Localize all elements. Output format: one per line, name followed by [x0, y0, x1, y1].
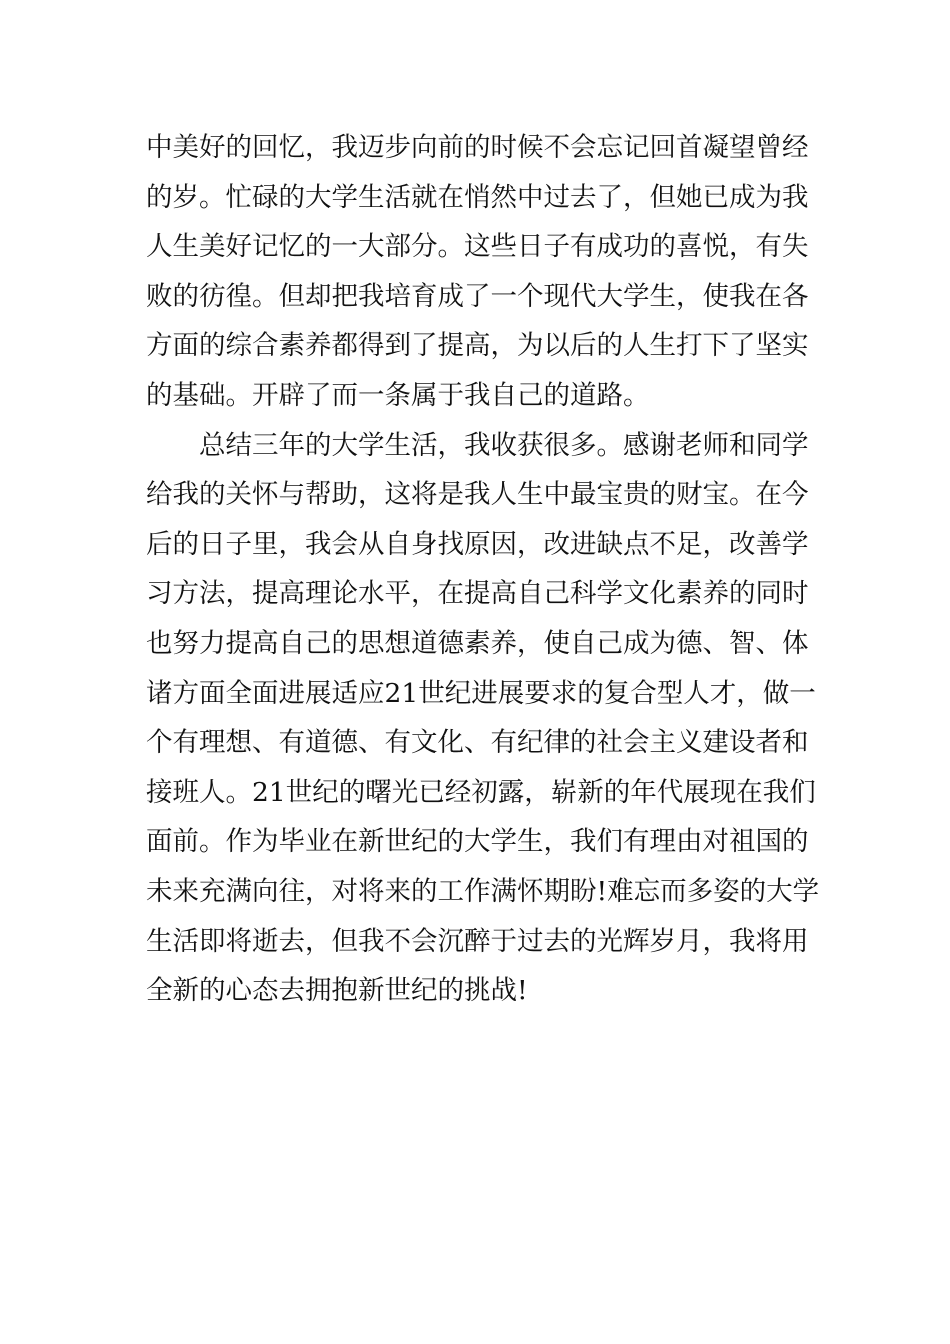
text-line: 个有理想、有道德、有文化、有纪律的社会主义建设者和 — [146, 727, 809, 759]
text-line: 方面的综合素养都得到了提高，为以后的人生打下了坚实 — [146, 330, 809, 362]
text-line: 生活即将逝去，但我不会沉醉于过去的光辉岁月，我将用 — [146, 925, 809, 957]
document-body — [146, 123, 820, 1016]
text-line: 接班人。21世纪的曙光已经初露，崭新的年代展现在我们 — [146, 776, 816, 808]
text-line: 未来充满向往，对将来的工作满怀期盼!难忘而多姿的大学 — [146, 875, 820, 907]
text-line: 的基础。开辟了而一条属于我自己的道路。 — [146, 379, 650, 411]
text-line: 给我的关怀与帮助，这将是我人生中最宝贵的财宝。在今 — [146, 479, 809, 511]
text-line: 诸方面全面进展适应21世纪进展要求的复合型人才，做一 — [146, 677, 816, 709]
text-line: 全新的心态去拥抱新世纪的挑战! — [146, 975, 528, 1007]
text-line: 后的日子里，我会从自身找原因，改进缺点不足，改善学 — [146, 528, 809, 560]
text-line: 面前。作为毕业在新世纪的大学生，我们有理由对祖国的 — [146, 826, 809, 858]
text-line: 中美好的回忆，我迈步向前的时候不会忘记回首凝望曾经 — [146, 132, 809, 163]
text-line: 习方法，提高理论水平，在提高自己科学文化素养的同时 — [146, 578, 809, 610]
text-line: 总结三年的大学生活，我收获很多。感谢老师和同学 — [146, 429, 809, 461]
text-line: 也努力提高自己的思想道德素养，使自己成为德、智、体 — [146, 627, 809, 659]
text-line: 人生美好记忆的一大部分。这些日子有成功的喜悦，有失 — [146, 231, 809, 263]
text-line: 的岁。忙碌的大学生活就在悄然中过去了，但她已成为我 — [146, 181, 809, 213]
text-line: 败的彷徨。但却把我培育成了一个现代大学生，使我在各 — [146, 280, 809, 312]
